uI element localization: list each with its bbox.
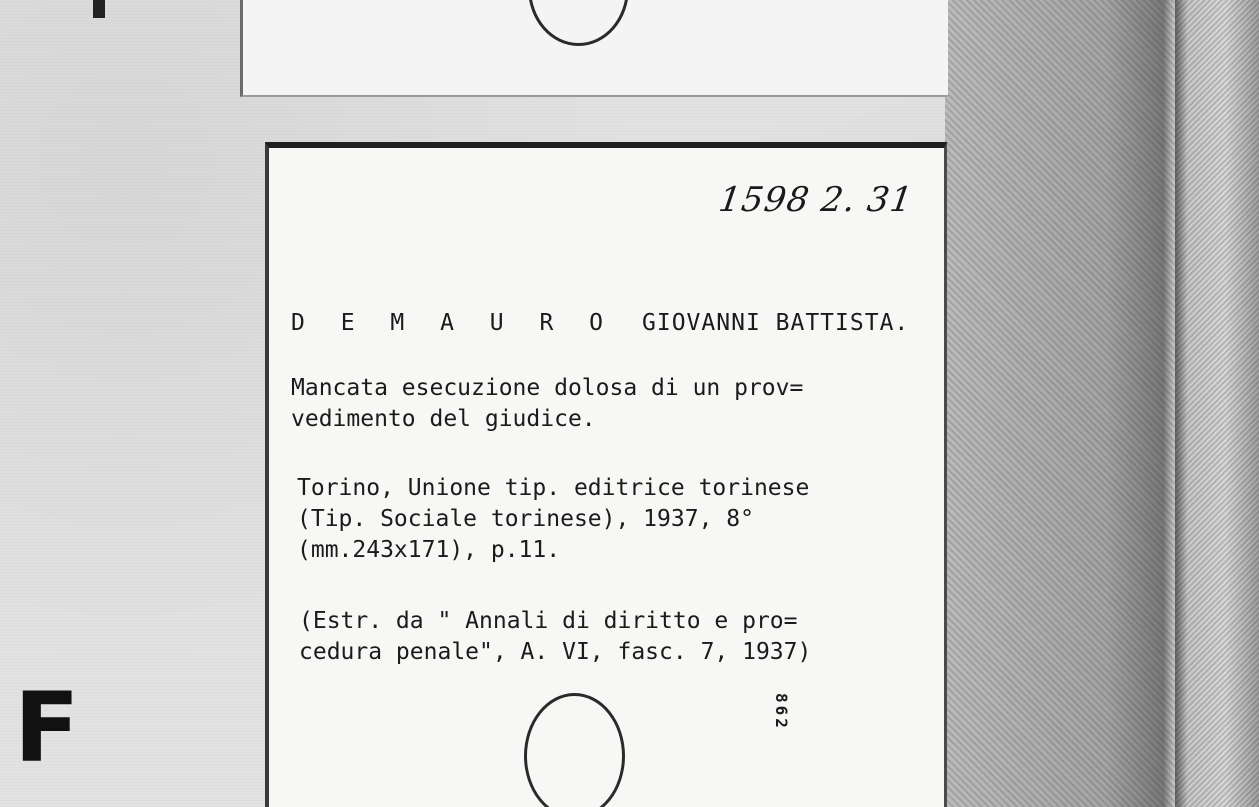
title-line: vedimento del giudice.: [291, 406, 596, 432]
imprint-line: (mm.243x171), p.11.: [297, 537, 561, 563]
scanner-edge: [1175, 0, 1259, 807]
side-number: 862: [772, 693, 791, 731]
title-block: [291, 373, 803, 435]
top-left-mark: [93, 0, 105, 18]
note-line: cedura penale", A. VI, fasc. 7, 1937): [299, 639, 812, 665]
author-surname: D E M A U R O: [291, 310, 615, 336]
imprint-line: (Tip. Sociale torinese), 1937, 8°: [297, 506, 754, 532]
margin-letter: F: [14, 672, 80, 784]
note-line: (Estr. da " Annali di diritto e pro=: [299, 608, 798, 634]
adjacent-card-edge: [945, 0, 1175, 807]
imprint-line: Torino, Unione tip. editrice torinese: [297, 475, 810, 501]
note-block: [299, 606, 811, 668]
handwritten-shelfmark: 1598 2. 31: [716, 180, 916, 220]
punch-hole-icon: [528, 0, 629, 46]
punch-hole-icon: [524, 693, 625, 807]
author-forename: GIOVANNI BATTISTA.: [642, 310, 910, 336]
catalog-card: [265, 142, 947, 807]
imprint-block: [297, 473, 809, 566]
author-line: [291, 308, 909, 339]
previous-catalog-card: [240, 0, 948, 97]
title-line: Mancata esecuzione dolosa di un prov=: [291, 375, 804, 401]
